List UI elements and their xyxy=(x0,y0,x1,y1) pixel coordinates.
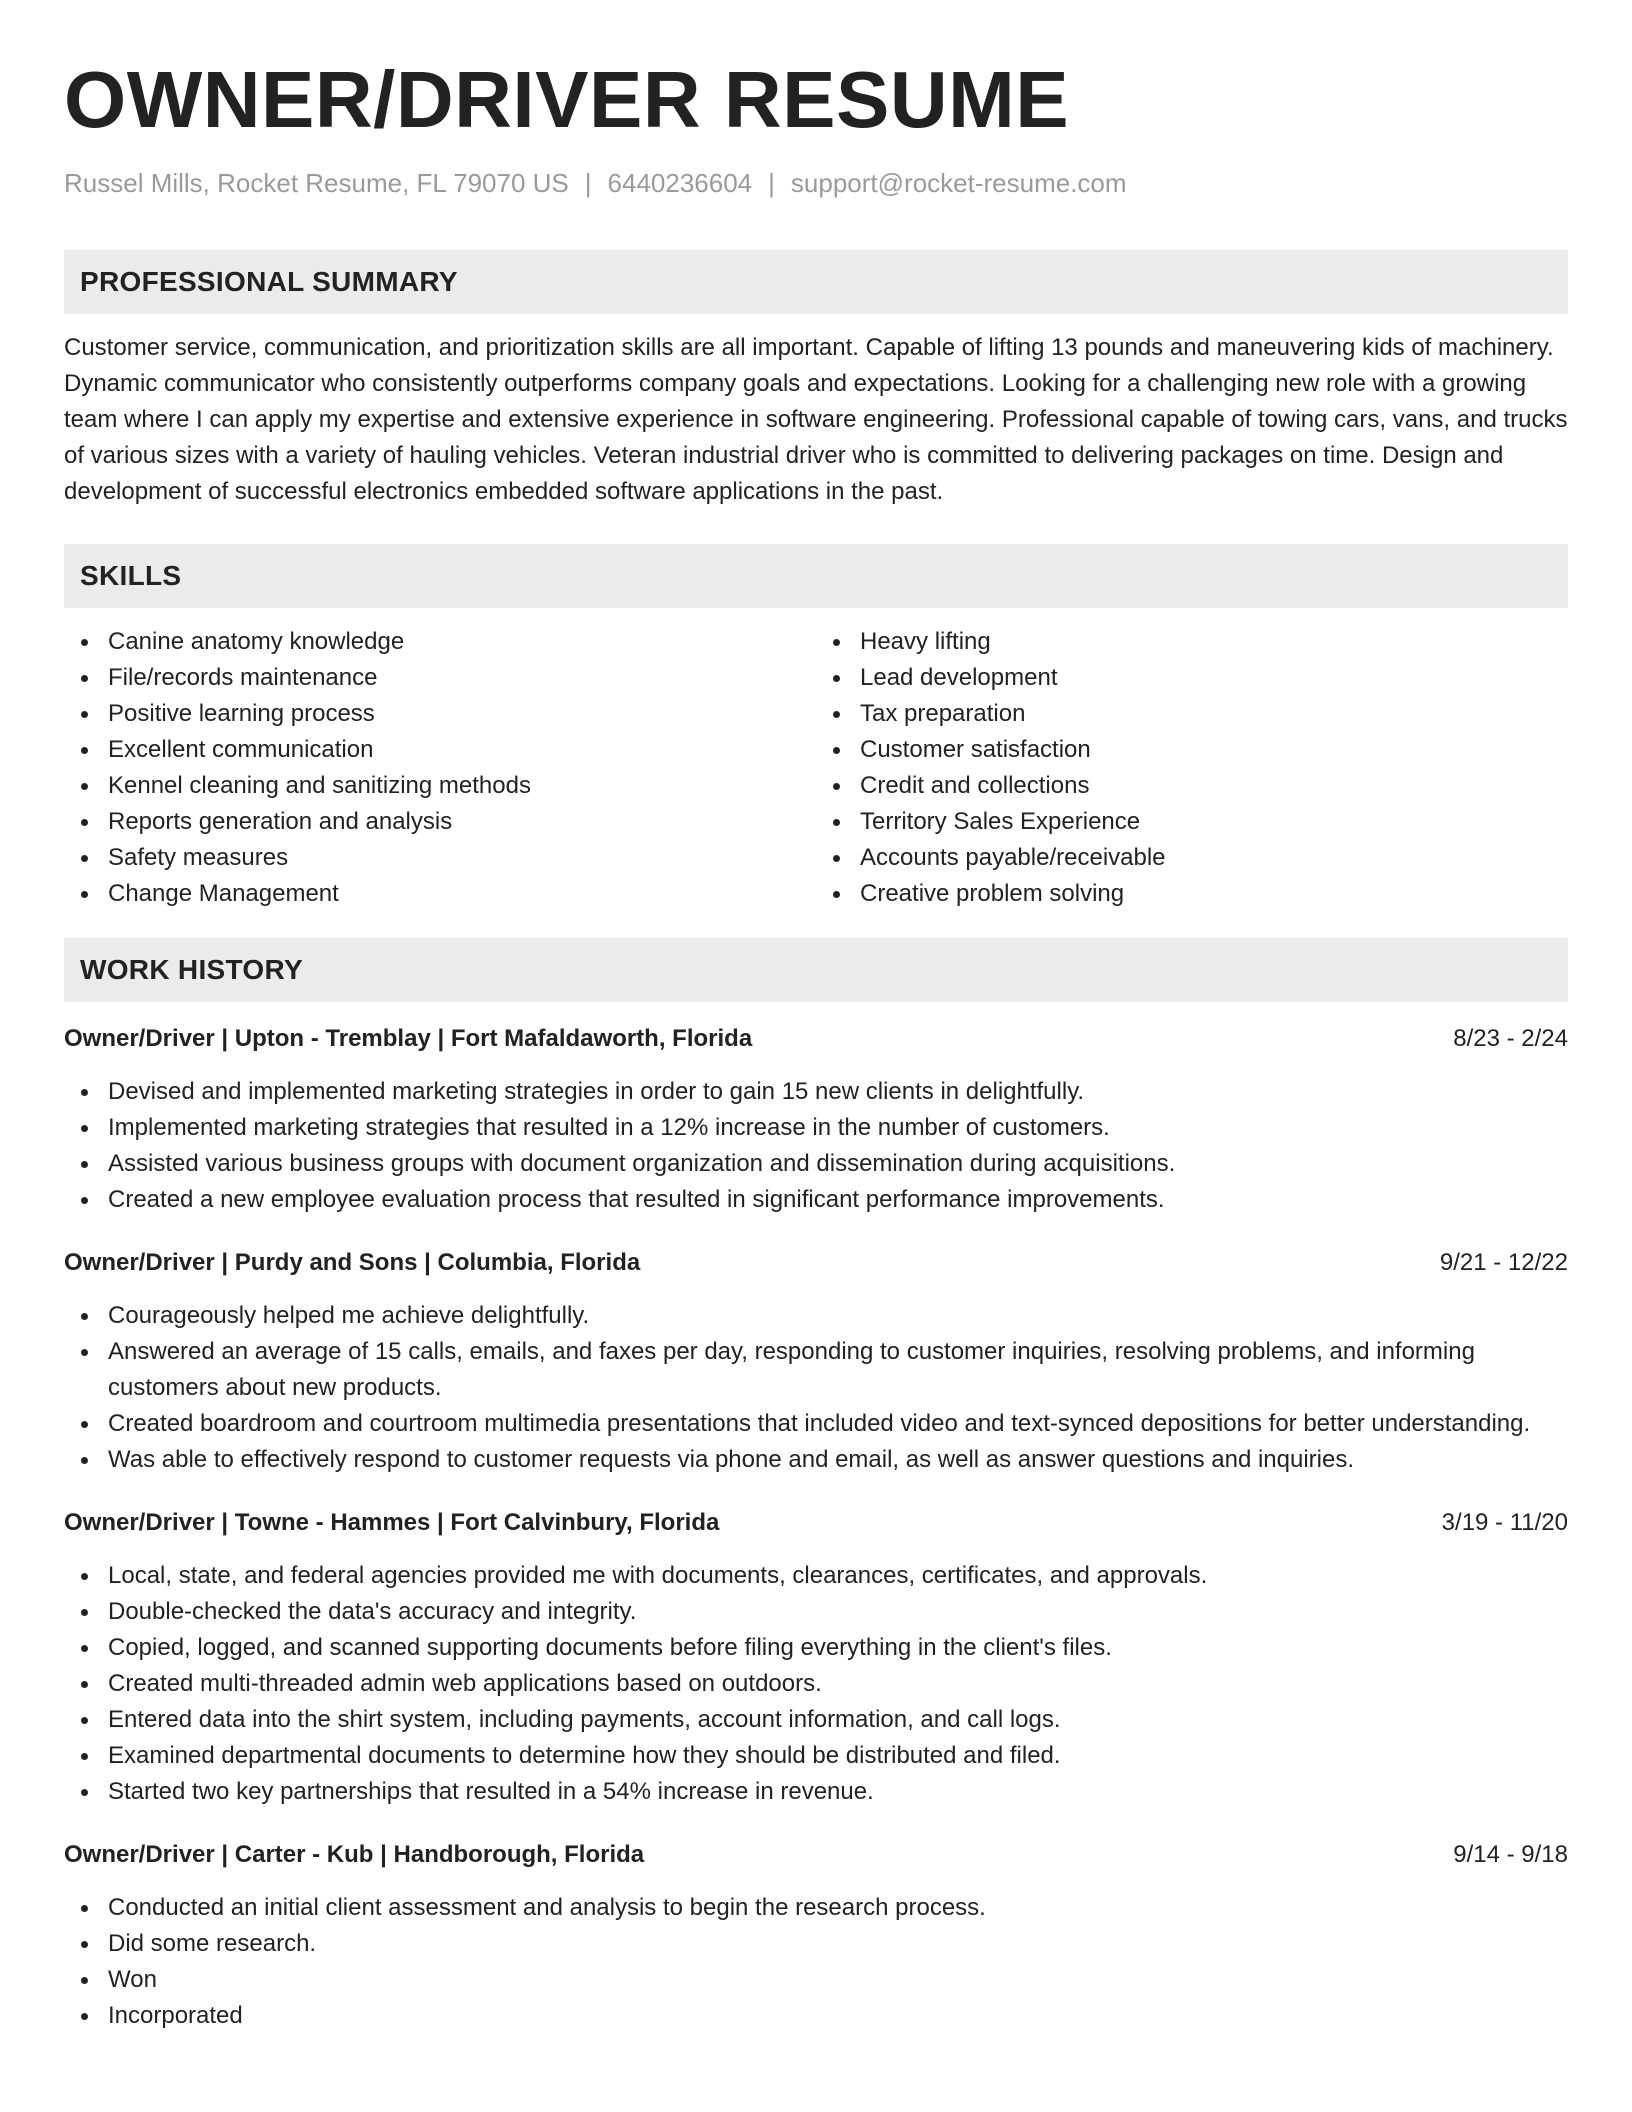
skills-column-right xyxy=(816,624,1568,912)
skill-item xyxy=(816,804,1568,840)
job-entry xyxy=(64,1838,1568,2034)
job-entry xyxy=(64,1022,1568,1218)
job-bullet-text: Devised and implemented marketing strategies in order to gain 15 new clients in delightfully. xyxy=(108,1078,1085,1105)
bullet-icon xyxy=(81,1161,88,1168)
job-bullet xyxy=(64,1702,1568,1738)
contact-separator: | xyxy=(584,168,592,198)
work-history-heading: WORK HISTORY xyxy=(64,938,1568,1002)
skill-item xyxy=(816,660,1568,696)
skill-label: Canine anatomy knowledge xyxy=(108,628,405,655)
bullet-icon xyxy=(81,1573,88,1580)
summary-text: Customer service, communication, and prioritization skills are all important. Capable of lifting 13 pounds and maneuvering kids of machinery. Dynamic communicator who consistently outperforms company goals and expectations. Looking for a challenging new role with a growing team where I can apply my expertise and extensive experience in software engineering. Professional capable of towing cars, vans, and trucks of various sizes with a variety of hauling vehicles. Veteran industrial driver who is committed to delivering packages on time. Design and development of successful electronics embedded software applications in the past. xyxy=(64,334,1568,505)
skill-item xyxy=(816,876,1568,912)
job-bullet-text: Examined departmental documents to determine how they should be distributed and filed. xyxy=(108,1742,1061,1769)
summary-heading: PROFESSIONAL SUMMARY xyxy=(64,250,1568,314)
job-bullet xyxy=(64,1334,1568,1406)
bullet-icon xyxy=(81,891,88,898)
job-bullet xyxy=(64,1146,1568,1182)
skill-item xyxy=(816,624,1568,660)
bullet-icon xyxy=(81,1789,88,1796)
job-dates: 3/19 - 11/20 xyxy=(1441,1509,1568,1536)
skill-label: Customer satisfaction xyxy=(860,736,1091,763)
contact-email: support@rocket-resume.com xyxy=(790,168,1127,198)
job-bullet xyxy=(64,1406,1568,1442)
job-bullets xyxy=(64,1558,1568,1810)
skills-list xyxy=(64,624,1568,912)
skill-label: Positive learning process xyxy=(108,700,375,727)
skill-label: Reports generation and analysis xyxy=(108,808,453,835)
skill-item xyxy=(64,804,816,840)
bullet-icon xyxy=(81,1349,88,1356)
bullet-icon xyxy=(833,639,840,646)
bullet-icon xyxy=(81,1753,88,1760)
bullet-icon xyxy=(833,891,840,898)
job-header xyxy=(64,1246,1568,1280)
job-title: Owner/Driver | Towne - Hammes | Fort Calvinbury, Florida xyxy=(64,1509,720,1536)
bullet-icon xyxy=(833,747,840,754)
bullet-icon xyxy=(81,1905,88,1912)
skill-item xyxy=(64,732,816,768)
job-title: Owner/Driver | Upton - Tremblay | Fort Mafaldaworth, Florida xyxy=(64,1025,753,1052)
job-bullet-text: Created a new employee evaluation process that resulted in significant performance improvements. xyxy=(108,1186,1165,1213)
job-bullet-text: Won xyxy=(108,1966,157,1993)
skill-item xyxy=(64,768,816,804)
bullet-icon xyxy=(81,711,88,718)
skill-label: Credit and collections xyxy=(860,772,1090,799)
bullet-icon xyxy=(81,1125,88,1132)
bullet-icon xyxy=(833,819,840,826)
contact-phone: 6440236604 xyxy=(607,168,753,198)
job-header xyxy=(64,1022,1568,1056)
job-bullet xyxy=(64,1594,1568,1630)
skill-item xyxy=(816,768,1568,804)
contact-line xyxy=(64,166,1568,200)
bullet-icon xyxy=(833,711,840,718)
job-title: Owner/Driver | Purdy and Sons | Columbia, Florida xyxy=(64,1249,641,1276)
skill-label: Lead development xyxy=(860,664,1058,691)
skill-label: File/records maintenance xyxy=(108,664,378,691)
job-title: Owner/Driver | Carter - Kub | Handborough, Florida xyxy=(64,1841,645,1868)
bullet-icon xyxy=(81,1313,88,1320)
bullet-icon xyxy=(833,855,840,862)
bullet-icon xyxy=(81,1089,88,1096)
skill-item xyxy=(64,624,816,660)
job-bullet-text: Did some research. xyxy=(108,1930,317,1957)
bullet-icon xyxy=(81,747,88,754)
job-bullet-text: Incorporated xyxy=(108,2002,243,2029)
skill-item xyxy=(816,732,1568,768)
skills-column-left xyxy=(64,624,816,912)
bullet-icon xyxy=(81,783,88,790)
bullet-icon xyxy=(81,1457,88,1464)
bullet-icon xyxy=(81,1717,88,1724)
bullet-icon xyxy=(81,2013,88,2020)
skill-item xyxy=(64,696,816,732)
job-bullet-text: Entered data into the shirt system, including payments, account information, and call logs. xyxy=(108,1706,1061,1733)
job-bullet-text: Implemented marketing strategies that resulted in a 12% increase in the number of customers. xyxy=(108,1114,1110,1141)
job-bullets xyxy=(64,1074,1568,1218)
job-bullet-text: Local, state, and federal agencies provided me with documents, clearances, certificates, and approvals. xyxy=(108,1562,1208,1589)
skill-label: Heavy lifting xyxy=(860,628,991,655)
job-bullet-text: Conducted an initial client assessment and analysis to begin the research process. xyxy=(108,1894,986,1921)
bullet-icon xyxy=(81,1421,88,1428)
skill-item xyxy=(64,876,816,912)
bullet-icon xyxy=(833,783,840,790)
skill-label: Territory Sales Experience xyxy=(860,808,1141,835)
bullet-icon xyxy=(81,819,88,826)
job-bullet xyxy=(64,1110,1568,1146)
job-bullet xyxy=(64,1182,1568,1218)
bullet-icon xyxy=(81,855,88,862)
job-bullet-text: Answered an average of 15 calls, emails, and faxes per day, responding to customer inquiries, resolving problems, and informing customers about new products. xyxy=(108,1338,1475,1401)
job-bullet-text: Created boardroom and courtroom multimedia presentations that included video and text-synced depositions for better understanding. xyxy=(108,1410,1531,1437)
skill-label: Change Management xyxy=(108,880,339,907)
skill-label: Safety measures xyxy=(108,844,289,871)
bullet-icon xyxy=(81,1645,88,1652)
job-bullet xyxy=(64,1630,1568,1666)
job-bullet xyxy=(64,1890,1568,1926)
skill-item xyxy=(64,660,816,696)
skills-heading: SKILLS xyxy=(64,544,1568,608)
bullet-icon xyxy=(81,1197,88,1204)
job-bullet-text: Assisted various business groups with document organization and dissemination during acquisitions. xyxy=(108,1150,1176,1177)
contact-separator: | xyxy=(768,168,775,198)
job-bullet xyxy=(64,1774,1568,1810)
job-bullet xyxy=(64,1666,1568,1702)
skill-item xyxy=(816,696,1568,732)
bullet-icon xyxy=(81,1941,88,1948)
job-bullet-text: Was able to effectively respond to customer requests via phone and email, as well as answer questions and inquiries. xyxy=(108,1446,1355,1473)
job-bullet xyxy=(64,1926,1568,1962)
job-bullet xyxy=(64,1962,1568,1998)
skill-label: Kennel cleaning and sanitizing methods xyxy=(108,772,531,799)
job-bullet-text: Copied, logged, and scanned supporting documents before filing everything in the client's files. xyxy=(108,1634,1112,1661)
bullet-icon xyxy=(81,1977,88,1984)
job-bullet xyxy=(64,1298,1568,1334)
bullet-icon xyxy=(833,675,840,682)
bullet-icon xyxy=(81,639,88,646)
skill-label: Tax preparation xyxy=(860,700,1026,727)
resume-title: OWNER/DRIVER RESUME xyxy=(64,55,1070,144)
job-header xyxy=(64,1838,1568,1872)
bullet-icon xyxy=(81,1609,88,1616)
bullet-icon xyxy=(81,1681,88,1688)
job-bullet-text: Double-checked the data's accuracy and integrity. xyxy=(108,1598,637,1625)
job-bullet xyxy=(64,1442,1568,1478)
job-dates: 9/14 - 9/18 xyxy=(1453,1841,1568,1868)
job-entry xyxy=(64,1506,1568,1810)
job-bullet xyxy=(64,1998,1568,2034)
job-bullet-text: Created multi-threaded admin web applications based on outdoors. xyxy=(108,1670,822,1697)
job-dates: 9/21 - 12/22 xyxy=(1439,1249,1568,1276)
job-header xyxy=(64,1506,1568,1540)
job-bullet-text: Started two key partnerships that resulted in a 54% increase in revenue. xyxy=(108,1778,874,1805)
skill-label: Accounts payable/receivable xyxy=(860,844,1166,871)
job-dates: 8/23 - 2/24 xyxy=(1453,1025,1568,1052)
job-entry xyxy=(64,1246,1568,1478)
bullet-icon xyxy=(81,675,88,682)
job-bullet xyxy=(64,1558,1568,1594)
job-bullets xyxy=(64,1298,1568,1478)
job-bullets xyxy=(64,1890,1568,2034)
skill-item xyxy=(816,840,1568,876)
skill-label: Excellent communication xyxy=(108,736,374,763)
job-bullet-text: Courageously helped me achieve delightfully. xyxy=(108,1302,590,1329)
job-bullet xyxy=(64,1738,1568,1774)
contact-address: Russel Mills, Rocket Resume, FL 79070 US xyxy=(64,168,569,198)
skill-label: Creative problem solving xyxy=(860,880,1125,907)
job-bullet xyxy=(64,1074,1568,1110)
skill-item xyxy=(64,840,816,876)
